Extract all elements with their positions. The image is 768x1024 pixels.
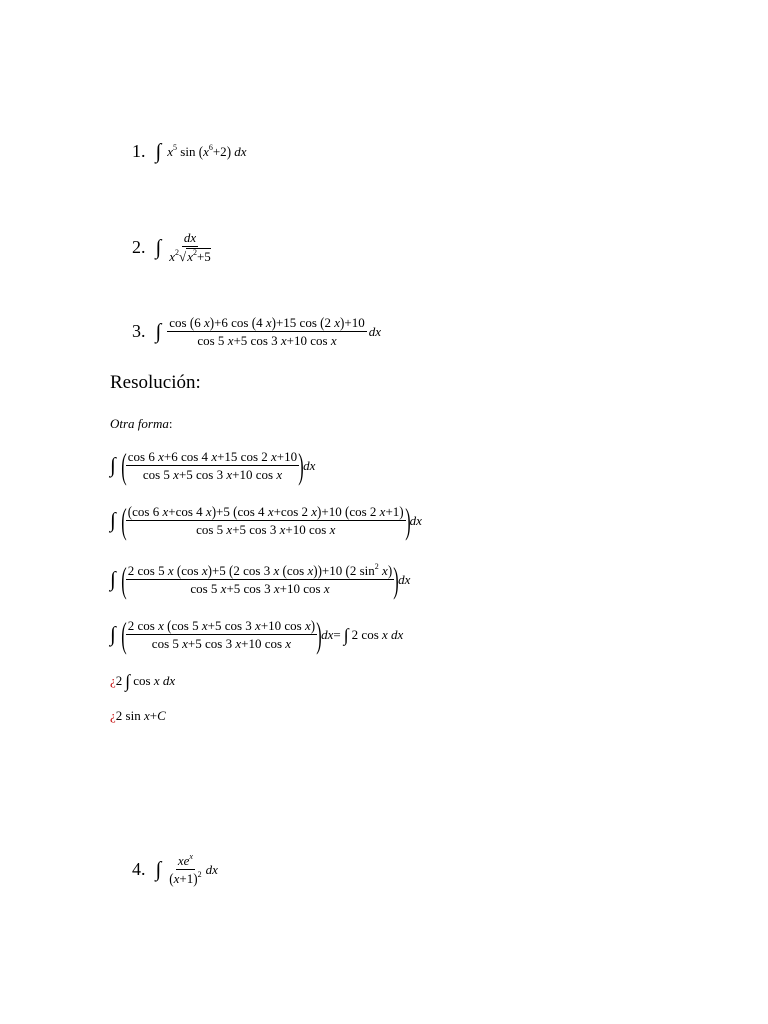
problem-2 <box>132 230 213 264</box>
other-form-label: Otra forma: <box>110 416 173 431</box>
fraction: $\frac{\text{2 cos x (cos 5 x+5 cos 3 x+10 cos x)}}{\text{cos 5 x+5 cos 3 x+10 cos x}}$ <box>127 617 316 651</box>
fraction: $\frac{\cos 6 x+6 \cos 4 x+15 \cos 2 x+10}{\text{cos 5 x+5 cos 3 x+10 cos x}}$ <box>127 449 298 482</box>
integral-sign: ∫ <box>155 139 162 163</box>
problem-number: 3. <box>132 321 146 341</box>
integral-sign: ∫ <box>110 453 116 477</box>
integral-sign: ∫ <box>110 508 116 532</box>
step-5: ¿ 2 ∫ cos x dx <box>110 671 176 691</box>
step-4: ∫ ( $\frac{\text{2 cos x (cos 5 x+5 cos 3 x+10 cos x)}}{\text{cos 5 x+5 cos 3 x+10 cos x}}$ ) dx = ∫ 2 cos x dx <box>110 614 404 655</box>
problem-number: 4. <box>132 859 146 879</box>
fraction: $\frac{(\cos 6 x+\cos 4 x)+5 (\cos 4 x+\cos 2 x)+10 (\cos 2 x+1)}{\text{cos 5 x+5 cos 3 x+10 cos x}}$ <box>127 503 404 537</box>
fraction: dx $x^2$ √ $x^2+5$ <box>169 230 211 264</box>
step-6: ¿ 2 sin x+C <box>110 708 166 723</box>
problem-3: 3. ∫ $\frac{\cos (6 x)+6 \cos (4 x)+15 \cos (2 x)+10}{\text{cos 5 x+5 cos 3 x+10 cos x}}$ dx <box>132 314 381 348</box>
problem-number: 1. <box>132 141 146 161</box>
step-2: ∫ ( $\frac{(\cos 6 x+\cos 4 x)+5 (\cos 4 x+\cos 2 x)+10 (\cos 2 x+1)}{\text{cos 5 x+5 cos 3 x+10 cos x}}$ ) dx <box>110 500 422 541</box>
step-3: ∫ ( $\frac{2 \cos 5 x (\cos x)+5 (2 \cos 3 x (\cos x))+10 (2 \sin^2 x)}{\text{cos 5 x+5 cos 3 x+10 cos x}}$ ) dx <box>110 559 411 600</box>
fraction: $\frac{2 \cos 5 x (\cos x)+5 (2 \cos 3 x (\cos x))+10 (2 \sin^2 x)}{\text{cos 5 x+5 cos 3 x+10 cos x}}$ <box>127 562 393 596</box>
integral-sign: ∫ <box>155 319 162 343</box>
integral-sign: ∫ <box>155 857 162 881</box>
step-1: ∫ ( $\frac{\cos 6 x+6 \cos 4 x+15 \cos 2 x+10}{\text{cos 5 x+5 cos 3 x+10 cos x}}$ ) dx <box>110 445 316 486</box>
integrand: $x^5$ $\sin (x^6+2)$ dx <box>167 142 247 160</box>
fraction: $\frac{\cos (6 x)+6 \cos (4 x)+15 \cos (2 x)+10}{\text{cos 5 x+5 cos 3 x+10 cos x}}$ <box>169 314 365 348</box>
inverted-question-mark: ¿ <box>110 708 116 723</box>
problem-number: 2. <box>132 236 146 257</box>
problem-4: 4. ∫ $\frac{xe^x}{(x+1)^2}$ dx <box>132 852 218 887</box>
problem-1 <box>132 141 247 162</box>
integral-sign: ∫ <box>155 234 162 259</box>
inverted-question-mark: ¿ <box>110 673 116 688</box>
integral-sign: ∫ <box>110 567 116 591</box>
fraction: $\frac{xe^x}{(x+1)^2}$ <box>169 852 202 887</box>
integral-sign: ∫ <box>110 622 116 646</box>
resolution-heading: Resolución: <box>110 372 201 393</box>
